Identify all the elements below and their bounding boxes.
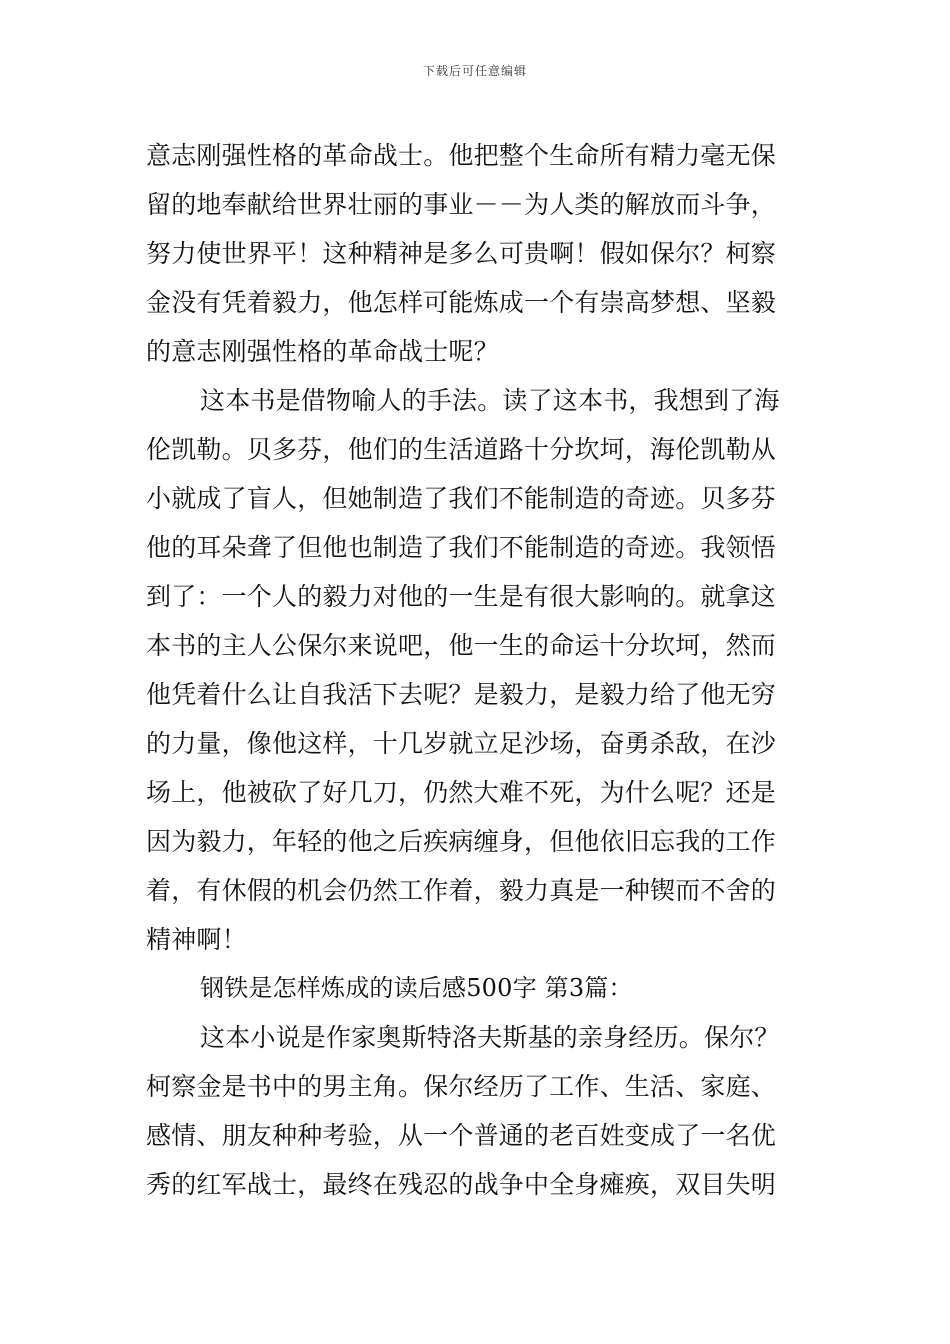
text-line: 留的地奉献给世界壮丽的事业－－为人类的解放而斗争，: [146, 190, 777, 219]
text-line: 精神啊！: [146, 925, 247, 954]
text-line: 场上，他被砍了好几刀，仍然大难不死，为什么呢？还是: [146, 778, 777, 807]
text-line: 努力使世界平！这种精神是多么可贵啊！假如保尔？柯察: [146, 239, 777, 268]
text-line: 感情、朋友种种考验，从一个普通的老百姓变成了一名优: [146, 1121, 777, 1150]
text-line: 到了：一个人的毅力对他的一生是有很大影响的。就拿这: [146, 582, 777, 611]
text-line: 的力量，像他这样，十几岁就立足沙场，奋勇杀敌，在沙: [146, 729, 777, 758]
text-line: 柯察金是书中的男主角。保尔经历了工作、生活、家庭、: [146, 1072, 777, 1101]
text-line: 金没有凭着毅力，他怎样可能炼成一个有崇高梦想、坚毅: [146, 288, 777, 317]
text-line: 因为毅力，年轻的他之后疾病缠身，但他依旧忘我的工作: [146, 827, 777, 856]
text-line: 伦凯勒。贝多芬，他们的生活道路十分坎坷，海伦凯勒从: [146, 435, 777, 464]
page-header: 下载后可任意编辑: [422, 64, 527, 78]
document-body: [146, 131, 816, 1209]
paragraph-start-line: 这本小说是作家奥斯特洛夫斯基的亲身经历。保尔？: [200, 1023, 780, 1052]
paragraph-start-line: 这本书是借物喻人的手法。读了这本书，我想到了海: [200, 386, 780, 415]
text-line: 秀的红军战士，最终在残忍的战争中全身瘫痪，双目失明: [146, 1170, 777, 1199]
text-line: 本书的主人公保尔来说吧，他一生的命运十分坎坷，然而: [146, 631, 777, 660]
text-line: 他凭着什么让自我活下去呢？是毅力，是毅力给了他无穷: [146, 680, 777, 709]
text-line: 意志刚强性格的革命战士。他把整个生命所有精力毫无保: [146, 141, 777, 170]
text-line: 小就成了盲人，但她制造了我们不能制造的奇迹。贝多芬: [146, 484, 777, 513]
section-heading: 钢铁是怎样炼成的读后感500字 第3篇：: [200, 974, 633, 1002]
text-line: 的意志刚强性格的革命战士呢？: [146, 337, 499, 366]
text-line: 着，有休假的机会仍然工作着，毅力真是一种锲而不舍的: [146, 876, 777, 905]
text-line: 他的耳朵聋了但他也制造了我们不能制造的奇迹。我领悟: [146, 533, 777, 562]
